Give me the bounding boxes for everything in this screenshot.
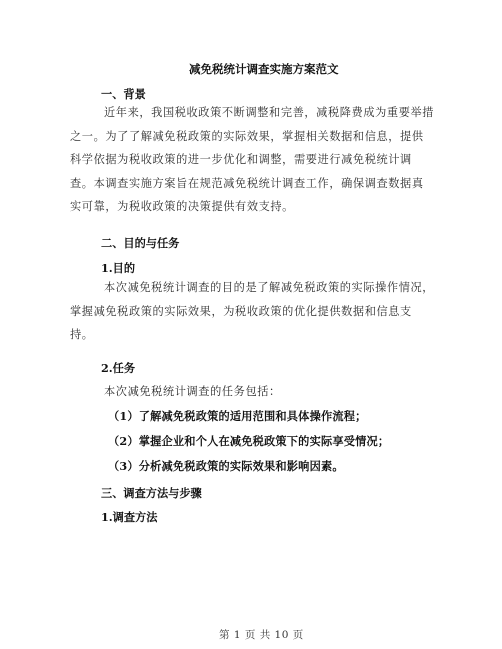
subheading-tasks: 2.任务 xyxy=(101,361,136,375)
paragraph-line: 本次减免税统计调查的目的是了解减免税政策的实际操作情况， xyxy=(104,281,435,294)
document-title: 减免税统计调查实施方案范文 xyxy=(189,62,339,76)
page-number-footer: 第 1 页 共 10 页 xyxy=(219,629,304,641)
paragraph-line: 掌握减免税政策的实际效果，为税收政策的优化提供数据和信息支 xyxy=(70,304,412,318)
paragraph-line: 近年来，我国税收政策不断调整和完善，减税降费成为重要举措 xyxy=(104,106,435,119)
paragraph-line: 实可靠，为税收政策的决策提供有效支持。 xyxy=(70,200,294,213)
task-item-2: （2）掌握企业和个人在减免税政策下的实际享受情况； xyxy=(108,434,390,448)
section-heading-background: 一、背景 xyxy=(101,87,146,101)
paragraph-line: 持。 xyxy=(70,328,94,341)
paragraph-line: 科学依据为税收政策的进一步优化和调整，需要进行减免税统计调 xyxy=(70,153,412,166)
subheading-purpose: 1.目的 xyxy=(101,261,136,275)
section-heading-purpose-tasks: 二、目的与任务 xyxy=(101,236,180,250)
paragraph-line: 查。本调查实施方案旨在规范减免税统计调查工作，确保调查数据真 xyxy=(70,176,424,190)
subheading-methods: 1.调查方法 xyxy=(101,510,158,524)
paragraph-line: 之一。为了了解减免税政策的实际效果，掌握相关数据和信息，提供 xyxy=(70,129,424,143)
purpose-paragraph xyxy=(70,276,434,347)
background-paragraph xyxy=(70,101,434,219)
task-intro: 本次减免税统计调查的任务包括： xyxy=(104,385,281,398)
task-item-3: （3）分析减免税政策的实际效果和影响因素。 xyxy=(108,459,344,473)
section-heading-methods: 三、调查方法与步骤 xyxy=(101,486,202,500)
task-item-1: （1）了解减免税政策的适用范围和具体操作流程； xyxy=(108,409,367,423)
